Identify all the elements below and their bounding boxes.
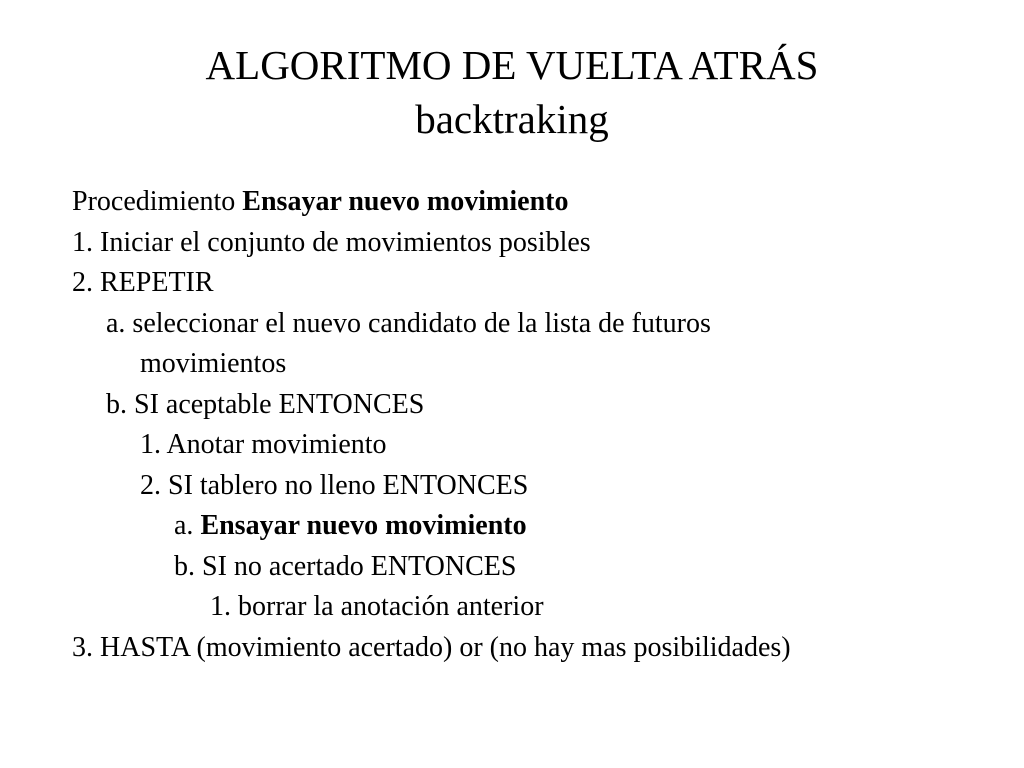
slide-title [0, 38, 1024, 146]
step-2b-2b: b. SI no acertado ENTONCES [174, 550, 517, 582]
step-3: 3. HASTA (movimiento acertado) or (no hay mas posibilidades) [72, 631, 791, 663]
step-2a-continuation: movimientos [140, 348, 287, 379]
step-1: 1. Iniciar el conjunto de movimientos posibles [72, 226, 591, 258]
step-2b-2a-prefix: a. [174, 510, 201, 541]
step-2b-2a [72, 506, 1002, 547]
procedure-line [72, 182, 1002, 223]
step-2b-2a-call: Ensayar nuevo movimiento [200, 510, 527, 541]
title-line-1: ALGORITMO DE VUELTA ATRÁS [205, 42, 819, 88]
step-2b-2b-1: 1. borrar la anotación anterior [210, 591, 544, 622]
title-line-2: backtraking [415, 96, 609, 142]
step-2b-1: 1. Anotar movimiento [140, 429, 387, 460]
step-2: 2. REPETIR [72, 267, 214, 298]
algorithm-body [72, 182, 1002, 668]
step-2b: b. SI aceptable ENTONCES [106, 388, 425, 420]
step-2a: a. seleccionar el nuevo candidato de la lista de futuros [106, 307, 711, 339]
step-2b-2: 2. SI tablero no lleno ENTONCES [140, 469, 529, 501]
procedure-name: Ensayar nuevo movimiento [242, 186, 569, 217]
procedure-label: Procedimiento [72, 186, 243, 217]
